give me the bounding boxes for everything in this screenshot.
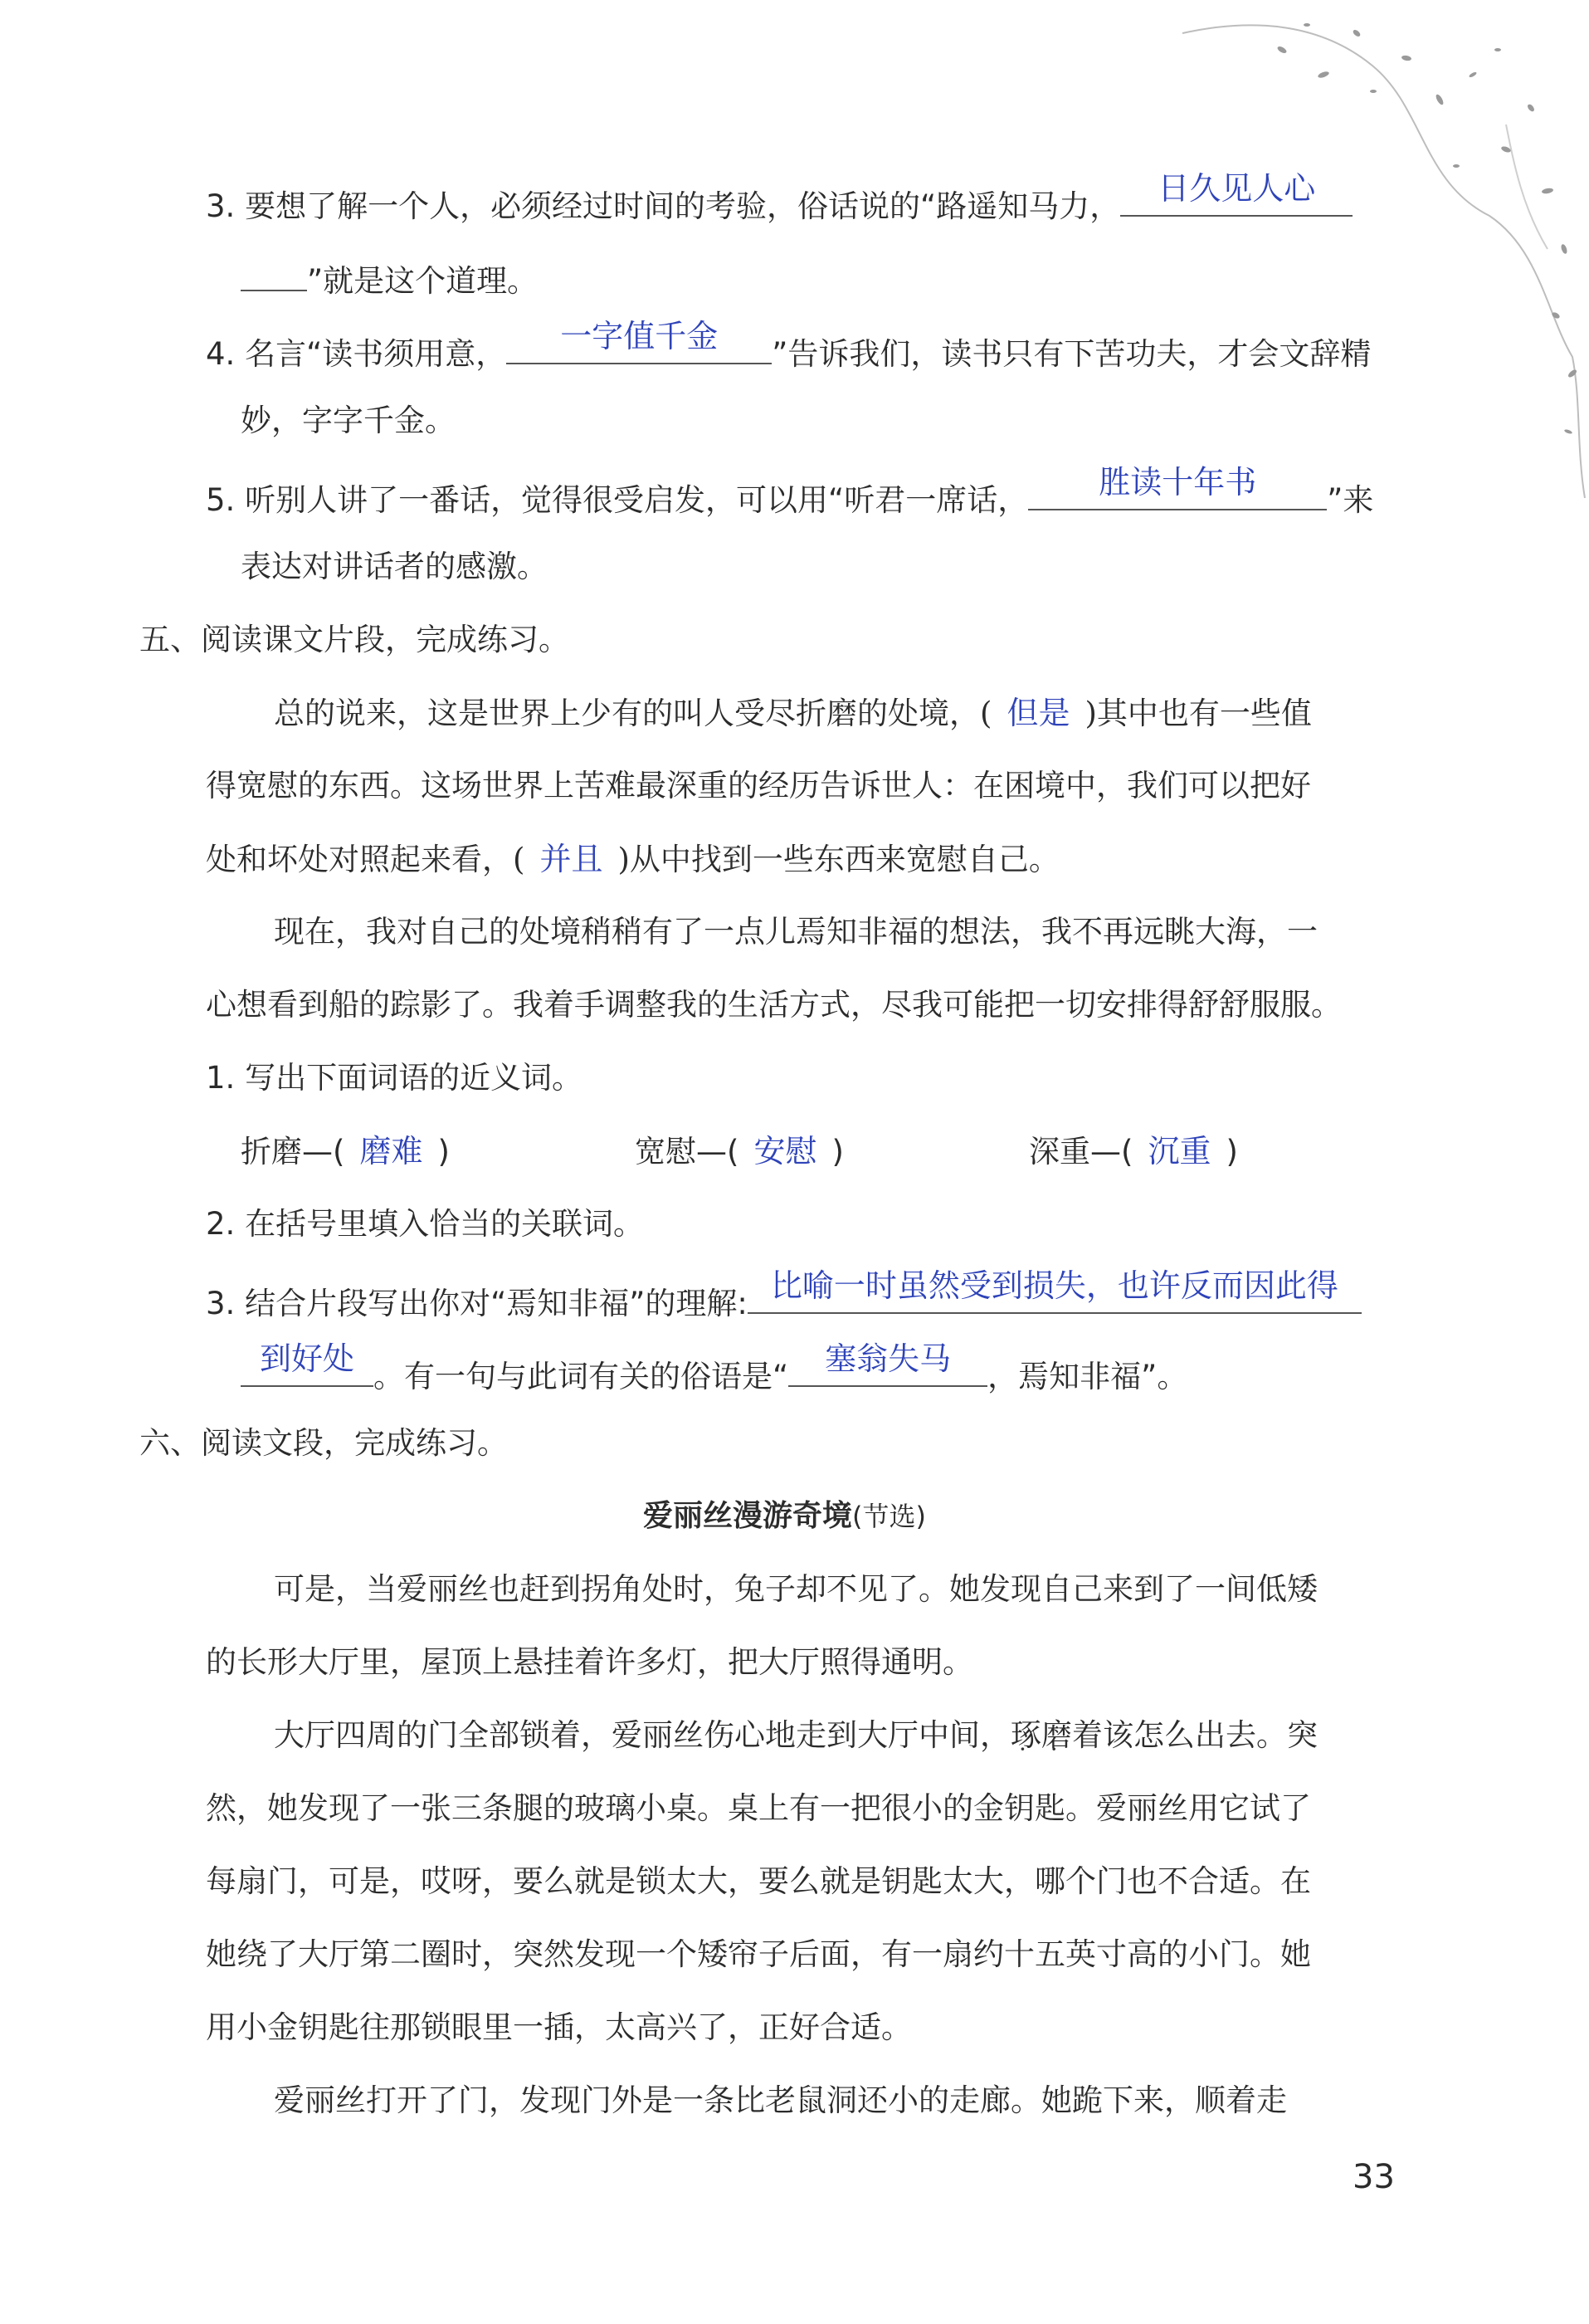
s6-p3-text-1: 爱丽丝打开了门，发现门外是一条比老鼠洞还小的走廊。她跪下来，顺着走 [274,2082,1287,2118]
q4-item5-line1 [206,464,1374,522]
synonym-1-blank[interactable] [344,1134,437,1169]
synonym-1-word: 折磨—( [241,1134,345,1169]
item3-suffix: ”就是这个道理。 [307,263,539,299]
synonym-3-close: ) [1226,1134,1238,1169]
conjunction-answer-2: 并且 [539,841,603,877]
s5-q3-answer-blank-1[interactable] [748,1267,1362,1314]
synonym-2-word: 宽慰—( [635,1134,739,1169]
item3-answer-blank[interactable] [1120,170,1353,217]
emphasized-word: 琢磨 · · [1011,1717,1072,1753]
s5-q1-prompt [206,1057,582,1100]
item5-prompt: 5. 听别人讲了一番话，觉得很受启发，可以用“听君一席话， [206,482,1029,518]
s6-p2-line2 [206,1787,1311,1830]
s6-p2-line5 [206,2006,912,2049]
s6-p1-text-2: 的长形大厅里，屋顶上悬挂着许多灯，把大厅照得通明。 [206,1644,973,1680]
q4-item4-line2 [241,399,456,442]
section6-heading [139,1422,508,1465]
s5-q3-answer-3: 塞翁失马 [825,1340,952,1377]
s5-q2-prompt [206,1203,644,1246]
s5-p1-text-line2: 得宽慰的东西。这场世界上苦难最深重的经历告诉世人：在困境中，我们可以把好 [206,768,1311,803]
s5-p1-text-b: )其中也有一些值 [1085,696,1312,731]
item3-prompt: 3. 要想了解一个人，必须经过时间的考验，俗话说的“路遥知马力， [206,188,1121,224]
item4-prompt: 4. 名言“读书须用意， [206,336,507,372]
item5-answer: 胜读十年书 [1099,464,1257,500]
synonym-1-close: ) [437,1134,450,1169]
synonym-2-close: ) [831,1134,844,1169]
s5-p1-line2 [206,764,1311,808]
s6-p2-text-1a: 大厅四周的门全部锁着，爱丽丝伤心地走到大厅中间， [274,1717,1011,1753]
s5-q1-prompt-text: 1. 写出下面词语的近义词。 [206,1060,583,1096]
conjunction-blank-1[interactable] [992,696,1085,731]
s5-p1-text-d: )从中找到一些东西来宽慰自己。 [617,842,1060,877]
item5-answer-blank[interactable] [1028,464,1327,510]
s5-q3-suffix: ，焉知非福”。 [987,1359,1188,1394]
q4-item5-line2 [241,545,548,588]
item4-suffix-2: 妙，字字千金。 [241,403,456,438]
s5-q3-line2 [241,1340,1188,1399]
s6-p1-text-1: 可是，当爱丽丝也赶到拐角处时，兔子却不见了。她发现自己来到了一间低矮 [274,1571,1318,1607]
s5-p1-text-a: 总的说来，这是世界上少有的叫人受尽折磨的处境，( [274,696,992,731]
item3-answer: 日久见人心 [1158,170,1316,207]
s6-p2-line4 [206,1933,1311,1976]
passage-title-text: 爱丽丝漫游奇境 [643,1499,853,1533]
item3-continuation-blank [241,253,307,291]
q4-item3-line1 [206,170,1353,228]
s5-q3-answer-1: 比喻一时虽然受到损失，也许反而因此得 [770,1267,1338,1304]
s6-p2-text-5: 用小金钥匙往那锁眼里一插，太高兴了，正好合适。 [206,2009,912,2045]
synonym-1-answer: 磨难 [359,1133,423,1169]
s5-p1-text-c: 处和坏处对照起来看，( [206,842,525,877]
s5-q3-answer-2: 到好处 [259,1340,354,1377]
passage-title-note: (节选) [852,1501,926,1532]
item5-suffix: ”来 [1327,482,1374,518]
q4-item3-line2 [241,253,538,303]
s6-p2-text-3: 每扇门，可是，哎呀，要么就是锁太大，要么就是钥匙太大，哪个门也不合适。在 [206,1863,1311,1899]
item4-suffix: ”告诉我们，读书只有下苦功夫，才会文辞精 [772,336,1372,372]
s5-q3-answer-blank-2[interactable] [241,1340,373,1387]
s5-p2-text-line1: 现在，我对自己的处境稍稍有了一点儿焉知非福的想法，我不再远眺大海，一 [274,914,1318,950]
section5-heading-text: 五、阅读课文片段，完成练习。 [139,622,569,657]
s6-p2-line1 [274,1714,1318,1757]
s6-p2-text-1b: 着该怎么出去。突 [1072,1717,1318,1753]
s5-p1-line3 [206,837,1060,881]
s5-q3-mid: 。有一句与此词有关的俗语是“ [373,1359,789,1394]
synonym-3-word: 深重—( [1029,1134,1133,1169]
synonym-2 [635,1130,844,1174]
page-number [1353,2158,1395,2196]
item4-answer: 一字值千金 [560,318,719,354]
s5-q3-prompt: 3. 结合片段写出你对“焉知非福”的理解: [206,1286,748,1321]
s6-p2-line3 [206,1860,1311,1903]
synonym-2-blank[interactable] [738,1134,831,1169]
s5-p1-line1 [274,691,1312,735]
conjunction-blank-2[interactable] [524,842,617,877]
s6-p1-line2 [206,1641,973,1684]
s5-q2-prompt-text: 2. 在括号里填入恰当的关联词。 [206,1206,645,1242]
s5-p2-line1 [274,911,1318,954]
item5-suffix-2: 表达对讲话者的感激。 [241,549,548,584]
s5-p2-text-line2: 心想看到船的踪影了。我着手调整我的生活方式，尽我可能把一切安排得舒舒服服。 [206,987,1342,1023]
s5-q3-answer-blank-3[interactable] [788,1340,987,1387]
page-number-text: 33 [1353,2158,1395,2196]
section5-heading [139,618,569,662]
s5-q3-line1 [206,1267,1362,1326]
s6-p1-line1 [274,1568,1318,1611]
synonym-3-answer: 沉重 [1148,1133,1211,1169]
synonym-2-answer: 安慰 [753,1133,817,1169]
s6-p2-text-2: 然，她发现了一张三条腿的玻璃小桌。桌上有一把很小的金钥匙。爱丽丝用它试了 [206,1790,1311,1826]
passage-title [643,1495,926,1538]
s5-p2-line2 [206,984,1342,1027]
conjunction-answer-1: 但是 [1007,695,1070,731]
item4-answer-blank[interactable] [506,318,772,364]
leaf-decoration-icon [1158,0,1589,515]
synonym-3 [1029,1130,1238,1174]
synonym-1 [241,1130,450,1174]
q4-item4-line1 [206,318,1372,376]
section6-heading-text: 六、阅读文段，完成练习。 [139,1425,508,1461]
synonym-3-blank[interactable] [1133,1134,1226,1169]
s6-p2-text-4: 她绕了大厅第二圈时，突然发现一个矮帘子后面，有一扇约十五英寸高的小门。她 [206,1936,1311,1972]
s6-p3-line1 [274,2079,1287,2122]
